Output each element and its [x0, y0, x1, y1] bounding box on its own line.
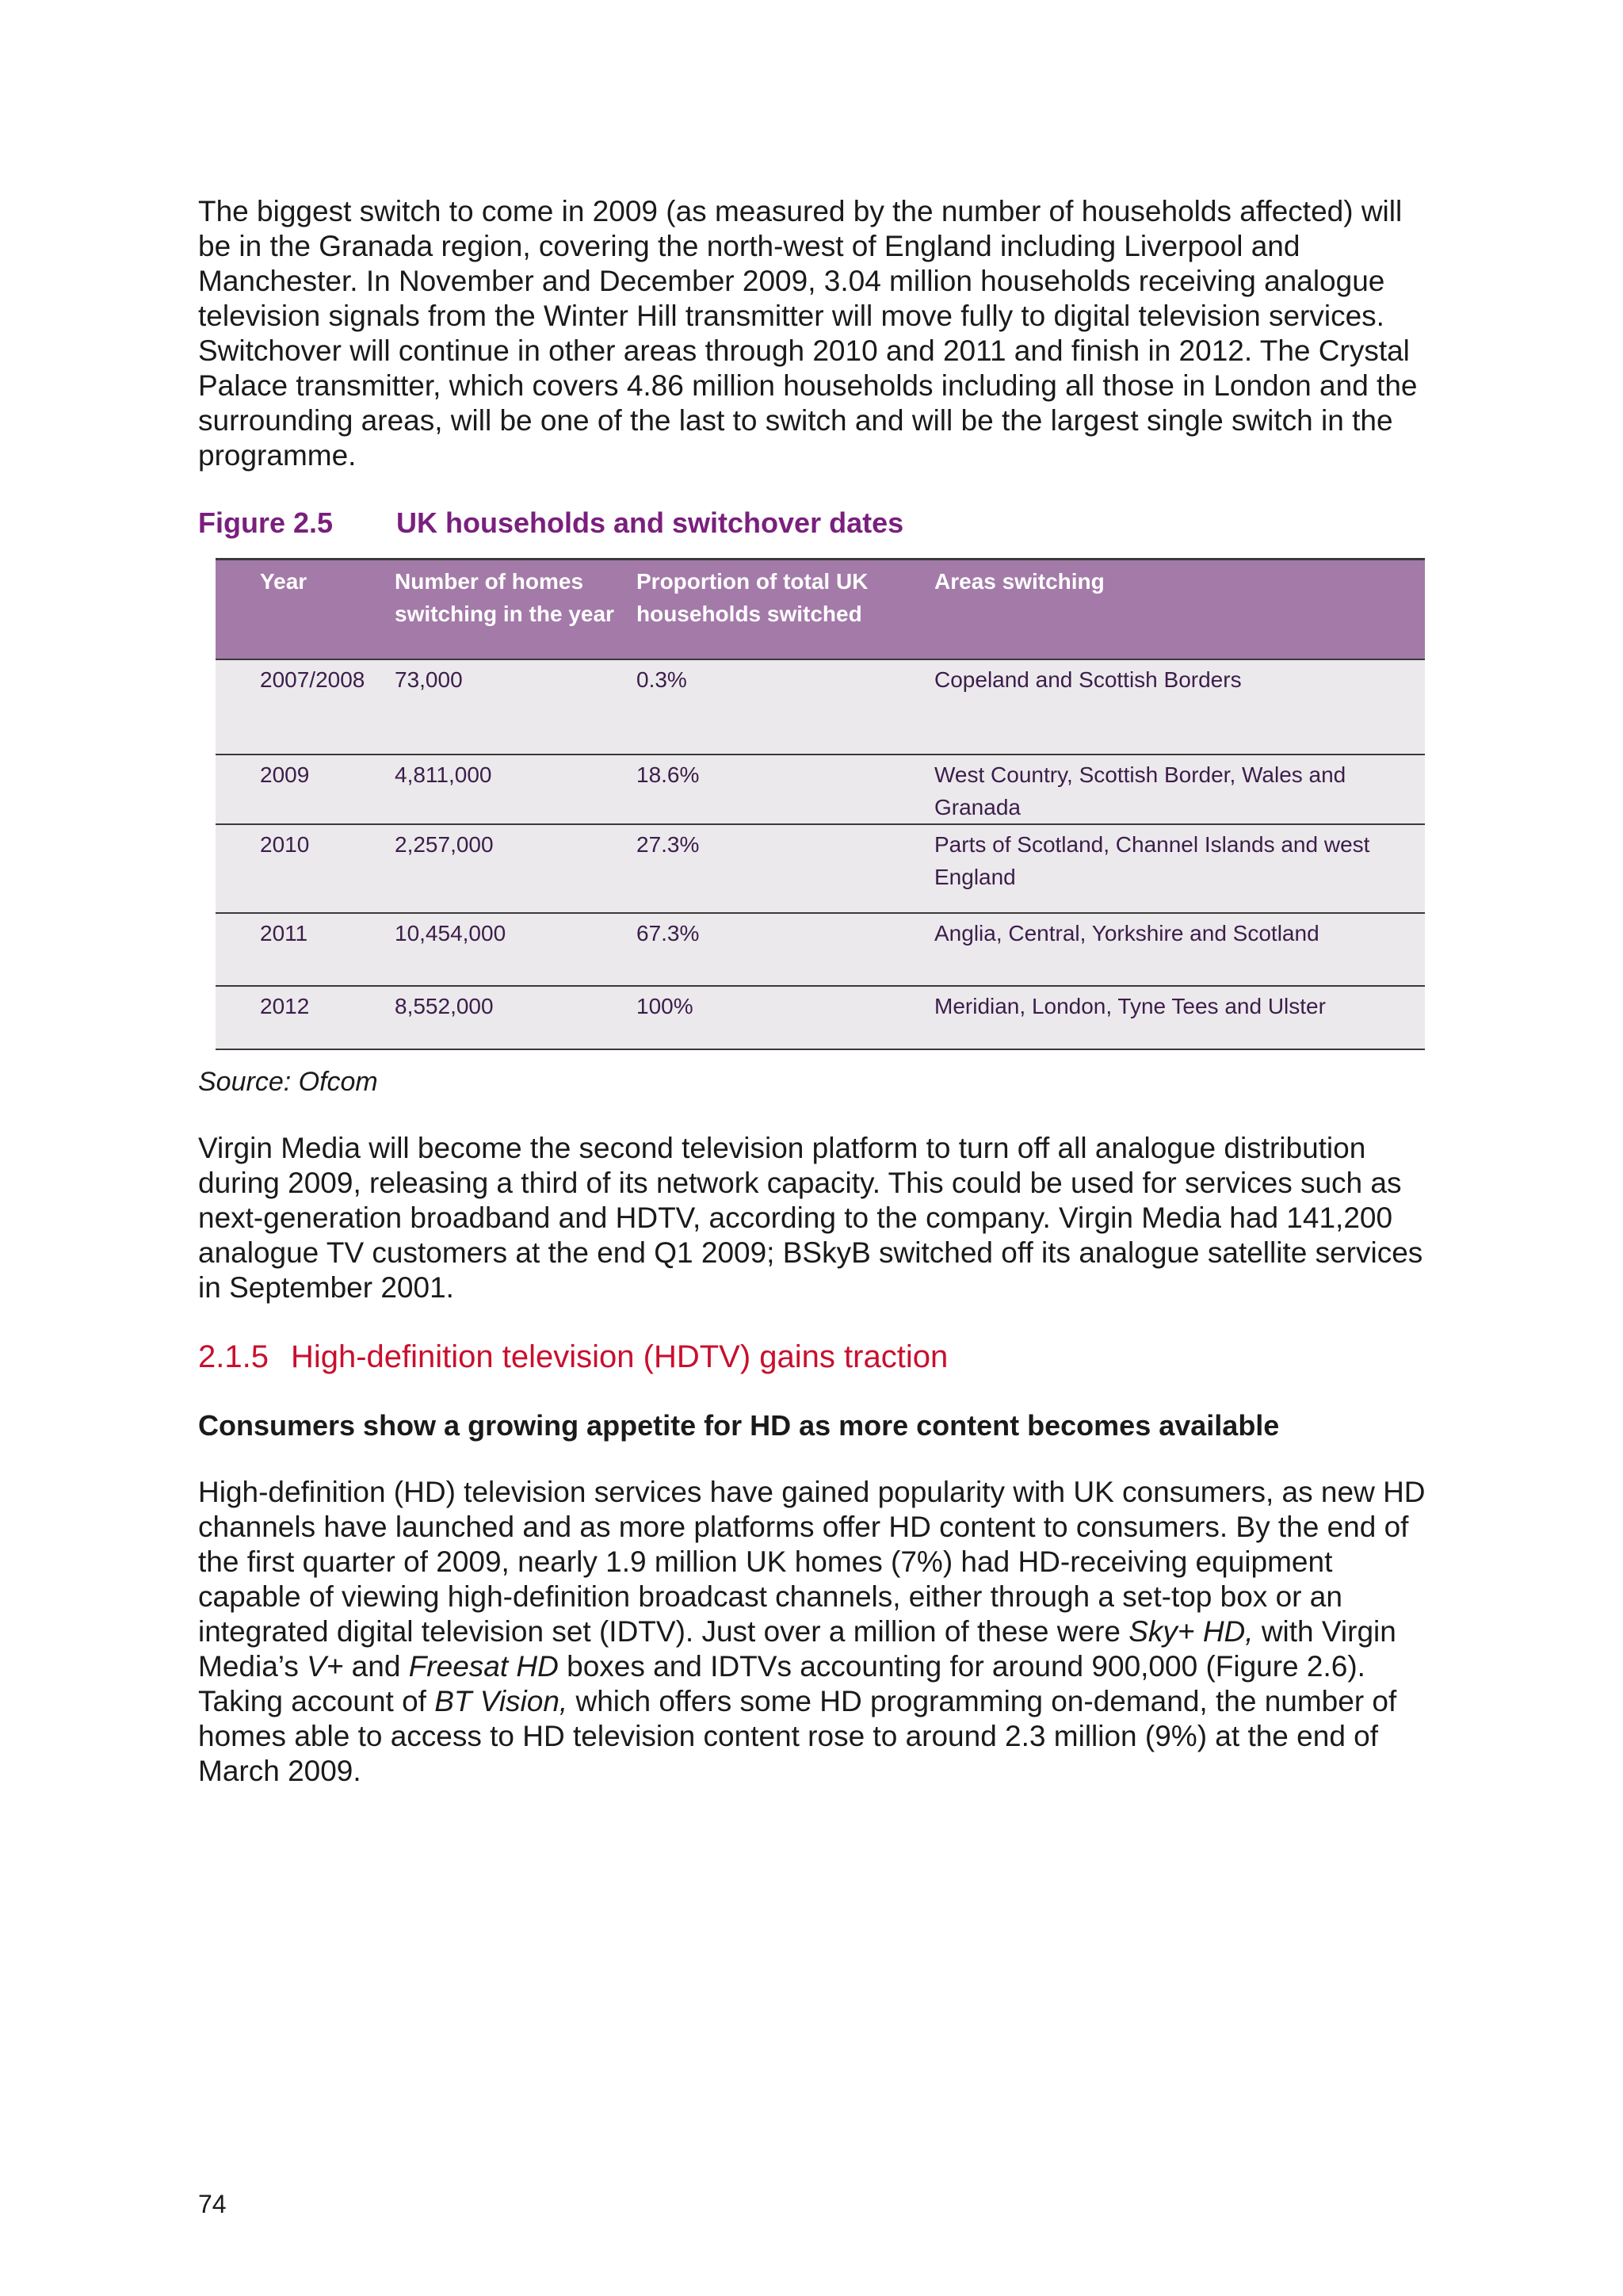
cell-homes: 73,000 [387, 659, 628, 755]
switchover-table [216, 558, 1425, 1050]
hd-text-sky: Sky+ HD, [1128, 1615, 1254, 1648]
hd-text-part2: with Virgin Media’s [198, 1615, 1396, 1683]
hd-text-part3: and [343, 1650, 409, 1683]
cell-areas: Anglia, Central, Yorkshire and Scotland [926, 913, 1425, 986]
table-row [216, 913, 1425, 986]
hd-text-part4: boxes and IDTVs accounting for around 900,000 (Figure 2.6). Taking account of [198, 1650, 1365, 1717]
figure-source: Source: Ofcom [198, 1067, 378, 1097]
cell-homes: 8,552,000 [387, 986, 628, 1049]
cell-homes: 4,811,000 [387, 755, 628, 824]
hd-text-btvision: BT Vision, [434, 1685, 568, 1717]
cell-proportion: 27.3% [628, 824, 926, 913]
cell-proportion: 100% [628, 986, 926, 1049]
hd-text-freesat: Freesat HD [408, 1650, 559, 1683]
cell-year: 2007/2008 [216, 659, 387, 755]
table-row [216, 755, 1425, 824]
page-body [198, 194, 1434, 1789]
section-title: High-definition television (HDTV) gains traction [290, 1339, 949, 1374]
section-number: 2.1.5 [198, 1339, 269, 1374]
cell-homes: 10,454,000 [387, 913, 628, 986]
page-number: 74 [198, 2190, 227, 2218]
cell-proportion: 18.6% [628, 755, 926, 824]
cell-year: 2012 [216, 986, 387, 1049]
cell-homes: 2,257,000 [387, 824, 628, 913]
table-row [216, 986, 1425, 1049]
figure-title [198, 506, 1434, 541]
section-heading [198, 1337, 1434, 1377]
cell-year: 2009 [216, 755, 387, 824]
hd-text-vplus: V+ [307, 1650, 344, 1683]
intro-paragraph: The biggest switch to come in 2009 (as measured by the number of households affected) will be in the Granada region, covering the north-west of England including Liverpool and Manchester. In November and December 2009, 3.04 million households receiving analogue television signals from the Winter Hill transmitter will move fully to digital television services. Switchover will continue in other areas through 2010 and 2011 and finish in 2012. The Crystal Palace transmitter, which covers 4.86 million households including all those in London and the surrounding areas, will be one of the last to switch and will be the largest single switch in the programme. [198, 195, 1418, 472]
cell-proportion: 0.3% [628, 659, 926, 755]
hd-text-part1: High-definition (HD) television services have gained popularity with UK consumers, as new HD channels have launched and as more platforms offer HD content to consumers. By the end of the first quarter of 2009, nearly 1.9 million UK homes (7%) had HD-receiving equipment capable of viewing high-definition broadcast channels, either through a set-top box or an integrated digital television set (IDTV). Just over a million of these were [198, 1476, 1426, 1648]
figure-caption: UK households and switchover dates [396, 506, 904, 539]
cell-year: 2010 [216, 824, 387, 913]
virgin-media-paragraph: Virgin Media will become the second television platform to turn off all analogue distribution during 2009, releasing a third of its network capacity. This could be used for services such as next-generation broadband and HDTV, according to the company. Virgin Media had 141,200 analogue TV customers at the end Q1 2009; BSkyB switched off its analogue satellite services in September 2001. [198, 1132, 1423, 1304]
hd-text-part5: which offers some HD programming on-demand, the number of homes able to access to HD television content rose to around 2.3 million (9%) at the end of March 2009. [198, 1685, 1397, 1787]
cell-areas: Meridian, London, Tyne Tees and Ulster [926, 986, 1425, 1049]
header-homes: Number of homes switching in the year [387, 560, 628, 660]
table-row [216, 659, 1425, 755]
cell-areas: Copeland and Scottish Borders [926, 659, 1425, 755]
figure-number: Figure 2.5 [198, 506, 334, 539]
table-row [216, 824, 1425, 913]
cell-areas: West Country, Scottish Border, Wales and Granada [926, 755, 1425, 824]
header-proportion: Proportion of total UK households switched [628, 560, 926, 660]
header-areas: Areas switching [926, 560, 1425, 660]
table-header-row [216, 560, 1425, 660]
subheading: Consumers show a growing appetite for HD as more content becomes available [198, 1409, 1280, 1442]
header-year: Year [216, 560, 387, 660]
hd-paragraph [198, 1475, 1434, 1789]
cell-proportion: 67.3% [628, 913, 926, 986]
cell-areas: Parts of Scotland, Channel Islands and west England [926, 824, 1425, 913]
cell-year: 2011 [216, 913, 387, 986]
